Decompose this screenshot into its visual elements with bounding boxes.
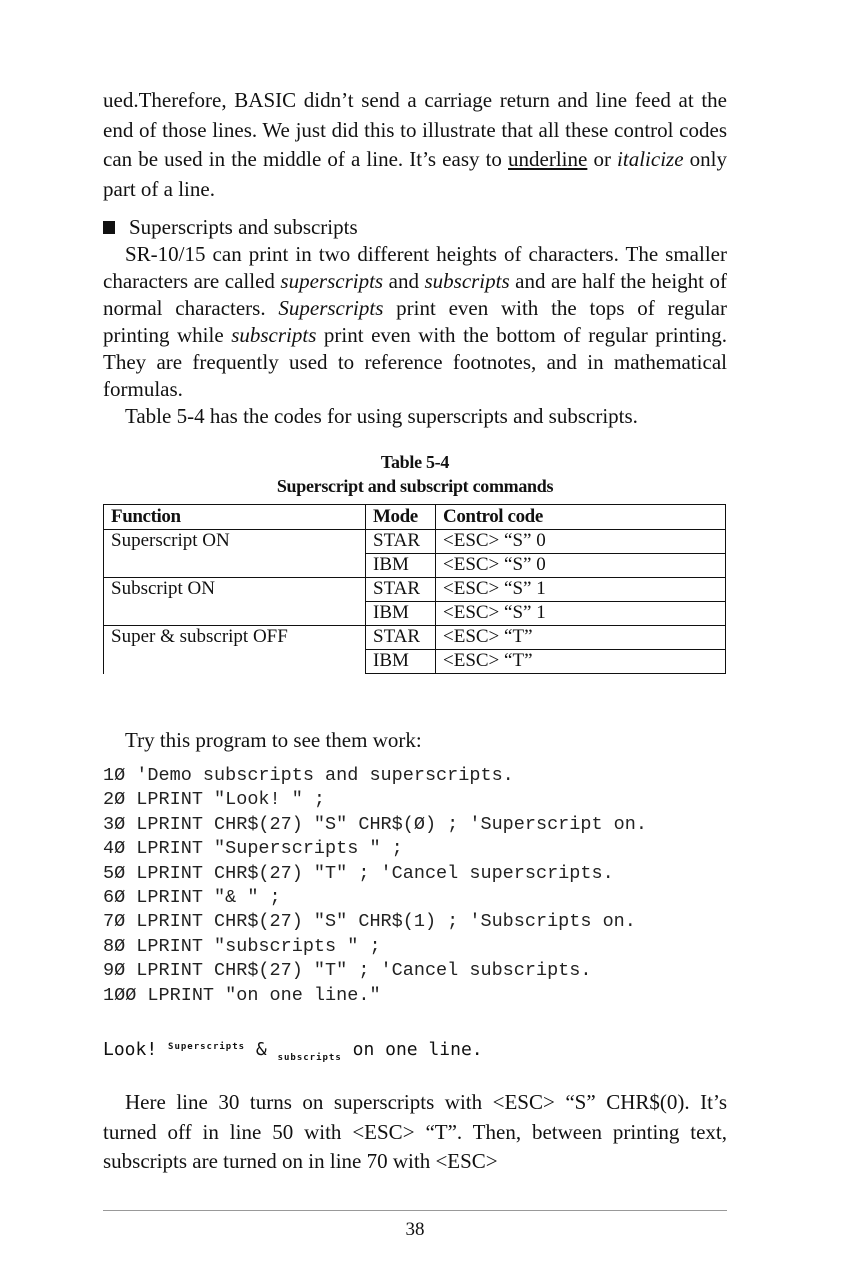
table-title: Superscript and subscript commands [276,476,554,496]
cell-function: Subscript ON [104,578,366,626]
cell-code: <ESC> “T” [436,650,726,674]
text: and are half the height of normal characters. [103,269,727,320]
text: Look! [103,1039,169,1060]
text: & [245,1039,278,1060]
paragraph-superscripts [103,241,727,403]
underline-example: underline [508,147,588,171]
subscript-text: subscripts [277,1053,342,1063]
text: Here line 30 turns on superscripts with <ESC> “S” CHR$(0). It’s turned off in line 50 with <ESC> “T”. Then, between printing text, subscripts are turned on in line 70 with <ESC> [103,1090,727,1173]
term: subscripts [424,269,510,293]
header-control-code: Control code [436,505,726,530]
cell-mode: IBM [366,554,436,578]
page-number: 38 [405,1219,425,1240]
cell-mode: STAR [366,530,436,554]
cell-mode: IBM [366,602,436,626]
section-superscripts [103,214,727,430]
code-line: 3Ø LPRINT CHR$(27) "S" CHR$(Ø) ; 'Superscript on. [103,813,647,835]
text: or [587,147,618,171]
code-line: 8Ø LPRINT "subscripts " ; [103,935,381,957]
header-function: Function [104,505,366,530]
text: on one line. [341,1039,483,1060]
superscript-text: Superscripts [168,1042,246,1052]
paragraph-intro [103,86,727,204]
code-line: 6Ø LPRINT "& " ; [103,887,281,909]
cell-code: <ESC> “S” 0 [436,530,726,554]
italic-example: italicize [617,147,684,171]
cell-mode: STAR [366,578,436,602]
term: Superscripts [278,296,384,320]
cell-mode: STAR [366,626,436,650]
code-line: 2Ø LPRINT "Look! " ; [103,789,326,811]
footer-divider [103,1210,727,1211]
code-line: 1ØØ LPRINT "on one line." [103,984,381,1006]
paragraph-explanation [103,1088,727,1177]
cell-function: Superscript ON [104,530,366,578]
printer-output-sample [103,1032,483,1073]
code-line: 9Ø LPRINT CHR$(27) "T" ; 'Cancel subscripts. [103,960,592,982]
text: ued.Therefore, BASIC didn’t send a carriage return and line feed at the end of those lines. We just did this to illustrate that all these control codes can be used in the middle of a line. It’s easy to [103,88,727,171]
text: print even with the tops of regular printing while [103,296,727,347]
cell-function: Super & subscript OFF [104,626,366,674]
term: superscripts [280,269,384,293]
table-row [104,530,726,554]
table-caption: Table 5-4 [380,452,450,472]
section-heading: Superscripts and subscripts [129,215,358,239]
cell-code: <ESC> “S” 0 [436,554,726,578]
header-mode: Mode [366,505,436,530]
code-line: 4Ø LPRINT "Superscripts " ; [103,838,403,860]
basic-program-listing [103,764,647,1008]
text: only part of a line. [103,147,727,201]
paragraph-try [103,726,727,756]
text: print even with the bottom of regular printing. They are frequently used to reference footnotes, and in mathematical formulas. [103,323,727,401]
text: Try this program to see them work: [125,728,422,752]
text: and [383,269,425,293]
cell-code: <ESC> “S” 1 [436,602,726,626]
code-line: 7Ø LPRINT CHR$(27) "S" CHR$(1) ; 'Subscripts on. [103,911,636,933]
cell-mode: IBM [366,650,436,674]
term: subscripts [231,323,317,347]
paragraph-table-ref: Table 5-4 has the codes for using superscripts and subscripts. [125,404,638,428]
cell-code: <ESC> “T” [436,626,726,650]
table-row [104,578,726,602]
table-header-row [104,505,726,530]
commands-table [103,504,726,674]
code-line: 1Ø 'Demo subscripts and superscripts. [103,765,514,786]
square-bullet-icon [103,221,115,234]
cell-code: <ESC> “S” 1 [436,578,726,602]
table-row [104,626,726,650]
code-line: 5Ø LPRINT CHR$(27) "T" ; 'Cancel superscripts. [103,862,614,884]
text: SR-10/15 can print in two different heights of characters. The smaller characters are called [103,242,727,293]
